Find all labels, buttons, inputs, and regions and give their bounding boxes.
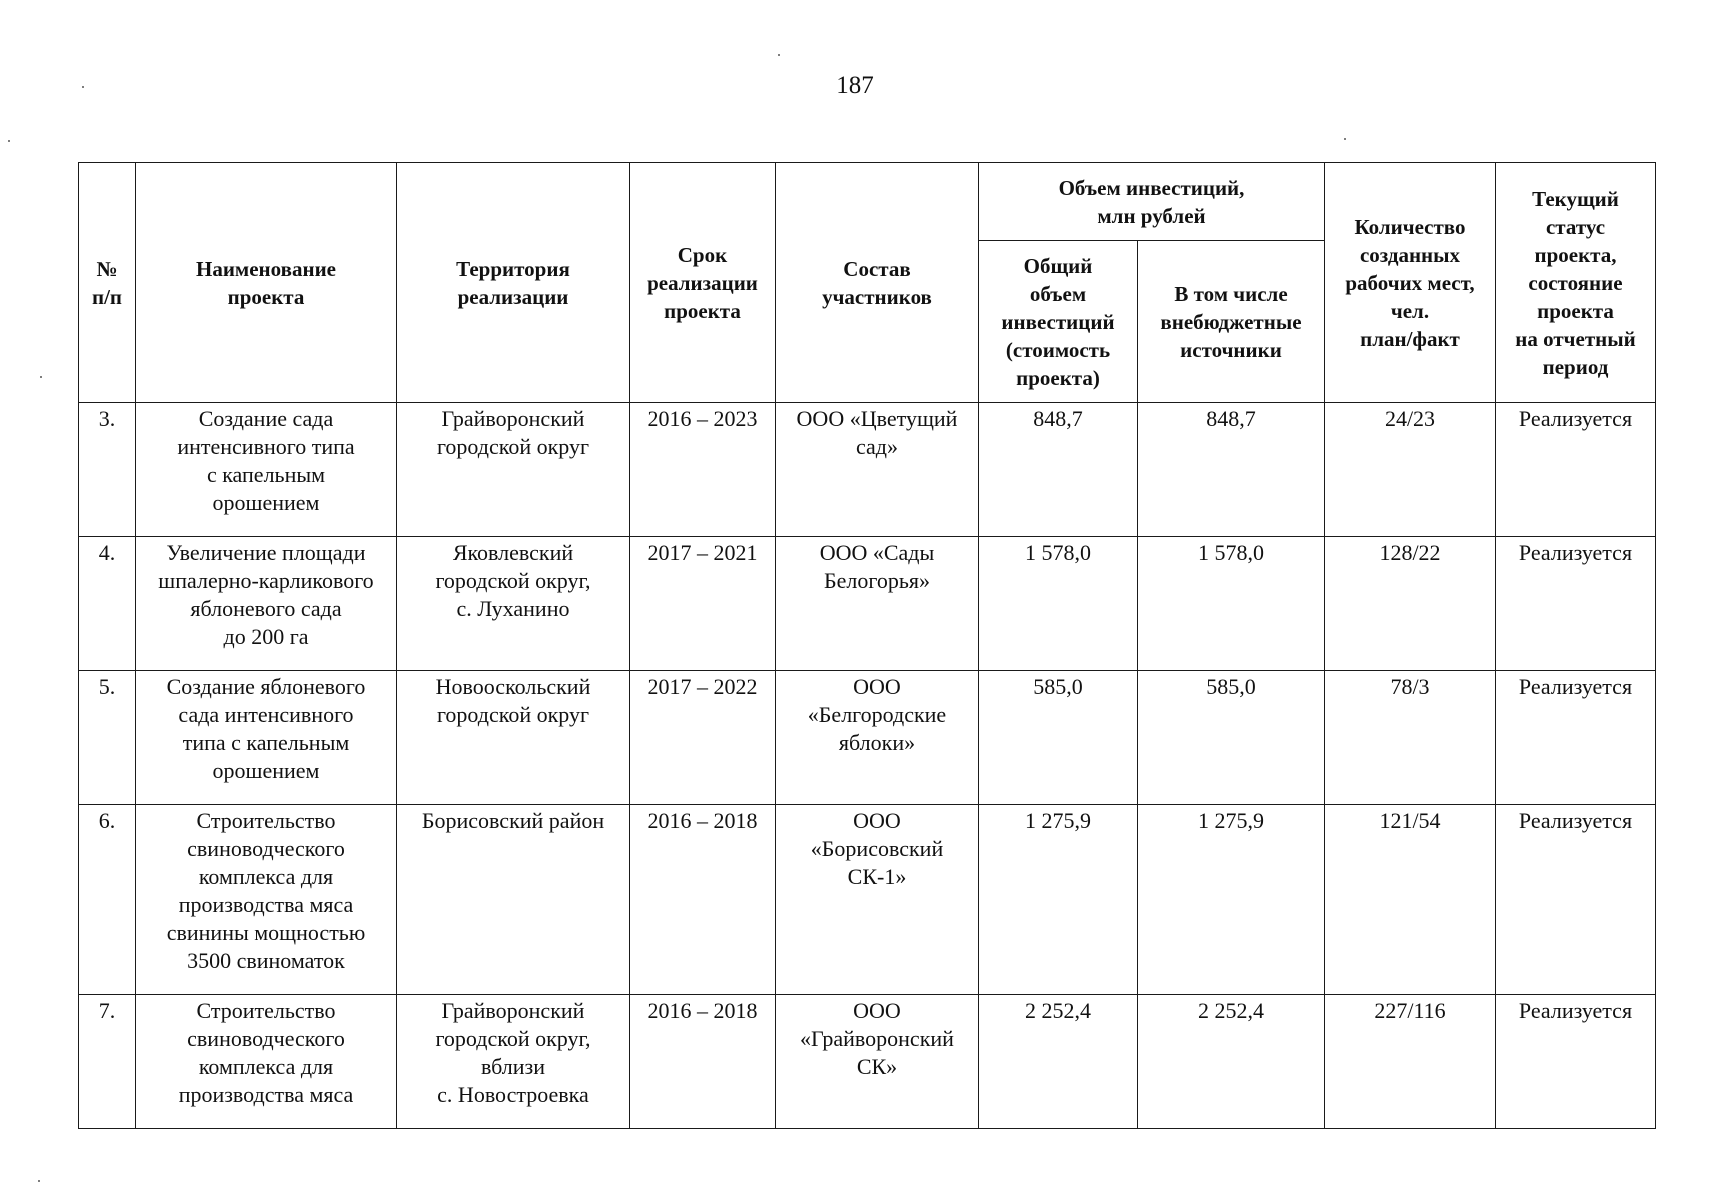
row-term: 2016 – 2023 — [630, 403, 776, 537]
row-participants: ООО «Сады Белогорья» — [776, 537, 979, 671]
table-body — [79, 403, 1656, 1129]
header-num: № п/п — [79, 163, 136, 403]
scan-speck — [38, 1180, 40, 1182]
table-row — [79, 671, 1656, 805]
scan-speck — [1344, 138, 1346, 140]
row-investment-offbudget: 848,7 — [1138, 403, 1325, 537]
table-row — [79, 995, 1656, 1129]
row-jobs: 78/3 — [1325, 671, 1496, 805]
row-term: 2016 – 2018 — [630, 995, 776, 1129]
row-participants: ООО «Цветущий сад» — [776, 403, 979, 537]
header-investment-group: Объем инвестиций, млн рублей — [979, 163, 1325, 241]
header-term: Срок реализации проекта — [630, 163, 776, 403]
row-participants: ООО «Белгородские яблоки» — [776, 671, 979, 805]
row-participants: ООО «Грайворонский СК» — [776, 995, 979, 1129]
row-project-name: Создание яблоневого сада интенсивного типа с капельным орошением — [136, 671, 397, 805]
row-status: Реализуется — [1496, 995, 1656, 1129]
row-num: 6. — [79, 805, 136, 995]
header-jobs: Количество созданных рабочих мест, чел. план/факт — [1325, 163, 1496, 403]
row-investment-total: 2 252,4 — [979, 995, 1138, 1129]
row-investment-offbudget: 1 578,0 — [1138, 537, 1325, 671]
row-investment-total: 1 578,0 — [979, 537, 1138, 671]
table-row — [79, 537, 1656, 671]
row-territory: Новооскольский городской округ — [397, 671, 630, 805]
page-number: 187 — [836, 72, 874, 99]
row-investment-offbudget: 2 252,4 — [1138, 995, 1325, 1129]
row-term: 2017 – 2021 — [630, 537, 776, 671]
row-status: Реализуется — [1496, 537, 1656, 671]
header-status: Текущий статус проекта, состояние проекта на отчетный период — [1496, 163, 1656, 403]
row-jobs: 24/23 — [1325, 403, 1496, 537]
row-status: Реализуется — [1496, 671, 1656, 805]
row-project-name: Строительство свиноводческого комплекса для производства мяса — [136, 995, 397, 1129]
row-investment-total: 1 275,9 — [979, 805, 1138, 995]
header-investment-offbudget: В том числе внебюджетные источники — [1138, 241, 1325, 403]
row-term: 2017 – 2022 — [630, 671, 776, 805]
row-jobs: 121/54 — [1325, 805, 1496, 995]
scan-speck — [82, 86, 84, 88]
row-territory: Грайворонский городской округ — [397, 403, 630, 537]
header-name: Наименование проекта — [136, 163, 397, 403]
row-num: 5. — [79, 671, 136, 805]
row-status: Реализуется — [1496, 403, 1656, 537]
header-territory: Территория реализации — [397, 163, 630, 403]
row-term: 2016 – 2018 — [630, 805, 776, 995]
table-row — [79, 403, 1656, 537]
row-jobs: 227/116 — [1325, 995, 1496, 1129]
row-project-name: Увеличение площади шпалерно-карликового яблоневого сада до 200 га — [136, 537, 397, 671]
table-header — [79, 163, 1656, 403]
header-participants: Состав участников — [776, 163, 979, 403]
row-project-name: Создание сада интенсивного типа с капельным орошением — [136, 403, 397, 537]
projects-table — [78, 162, 1656, 1129]
scan-speck — [8, 140, 10, 142]
row-num: 7. — [79, 995, 136, 1129]
row-investment-offbudget: 585,0 — [1138, 671, 1325, 805]
row-investment-total: 848,7 — [979, 403, 1138, 537]
table-row — [79, 805, 1656, 995]
row-project-name: Строительство свиноводческого комплекса для производства мяса свинины мощностью 3500 свиноматок — [136, 805, 397, 995]
row-status: Реализуется — [1496, 805, 1656, 995]
row-territory: Грайворонский городской округ, вблизи с. Новостроевка — [397, 995, 630, 1129]
row-num: 4. — [79, 537, 136, 671]
row-investment-total: 585,0 — [979, 671, 1138, 805]
row-investment-offbudget: 1 275,9 — [1138, 805, 1325, 995]
scan-speck — [40, 376, 42, 378]
header-row-1 — [79, 163, 1656, 241]
header-investment-total: Общий объем инвестиций (стоимость проекта) — [979, 241, 1138, 403]
row-participants: ООО «Борисовский СК-1» — [776, 805, 979, 995]
row-jobs: 128/22 — [1325, 537, 1496, 671]
row-num: 3. — [79, 403, 136, 537]
row-territory: Яковлевский городской округ, с. Луханино — [397, 537, 630, 671]
row-territory: Борисовский район — [397, 805, 630, 995]
scan-speck — [778, 54, 780, 56]
